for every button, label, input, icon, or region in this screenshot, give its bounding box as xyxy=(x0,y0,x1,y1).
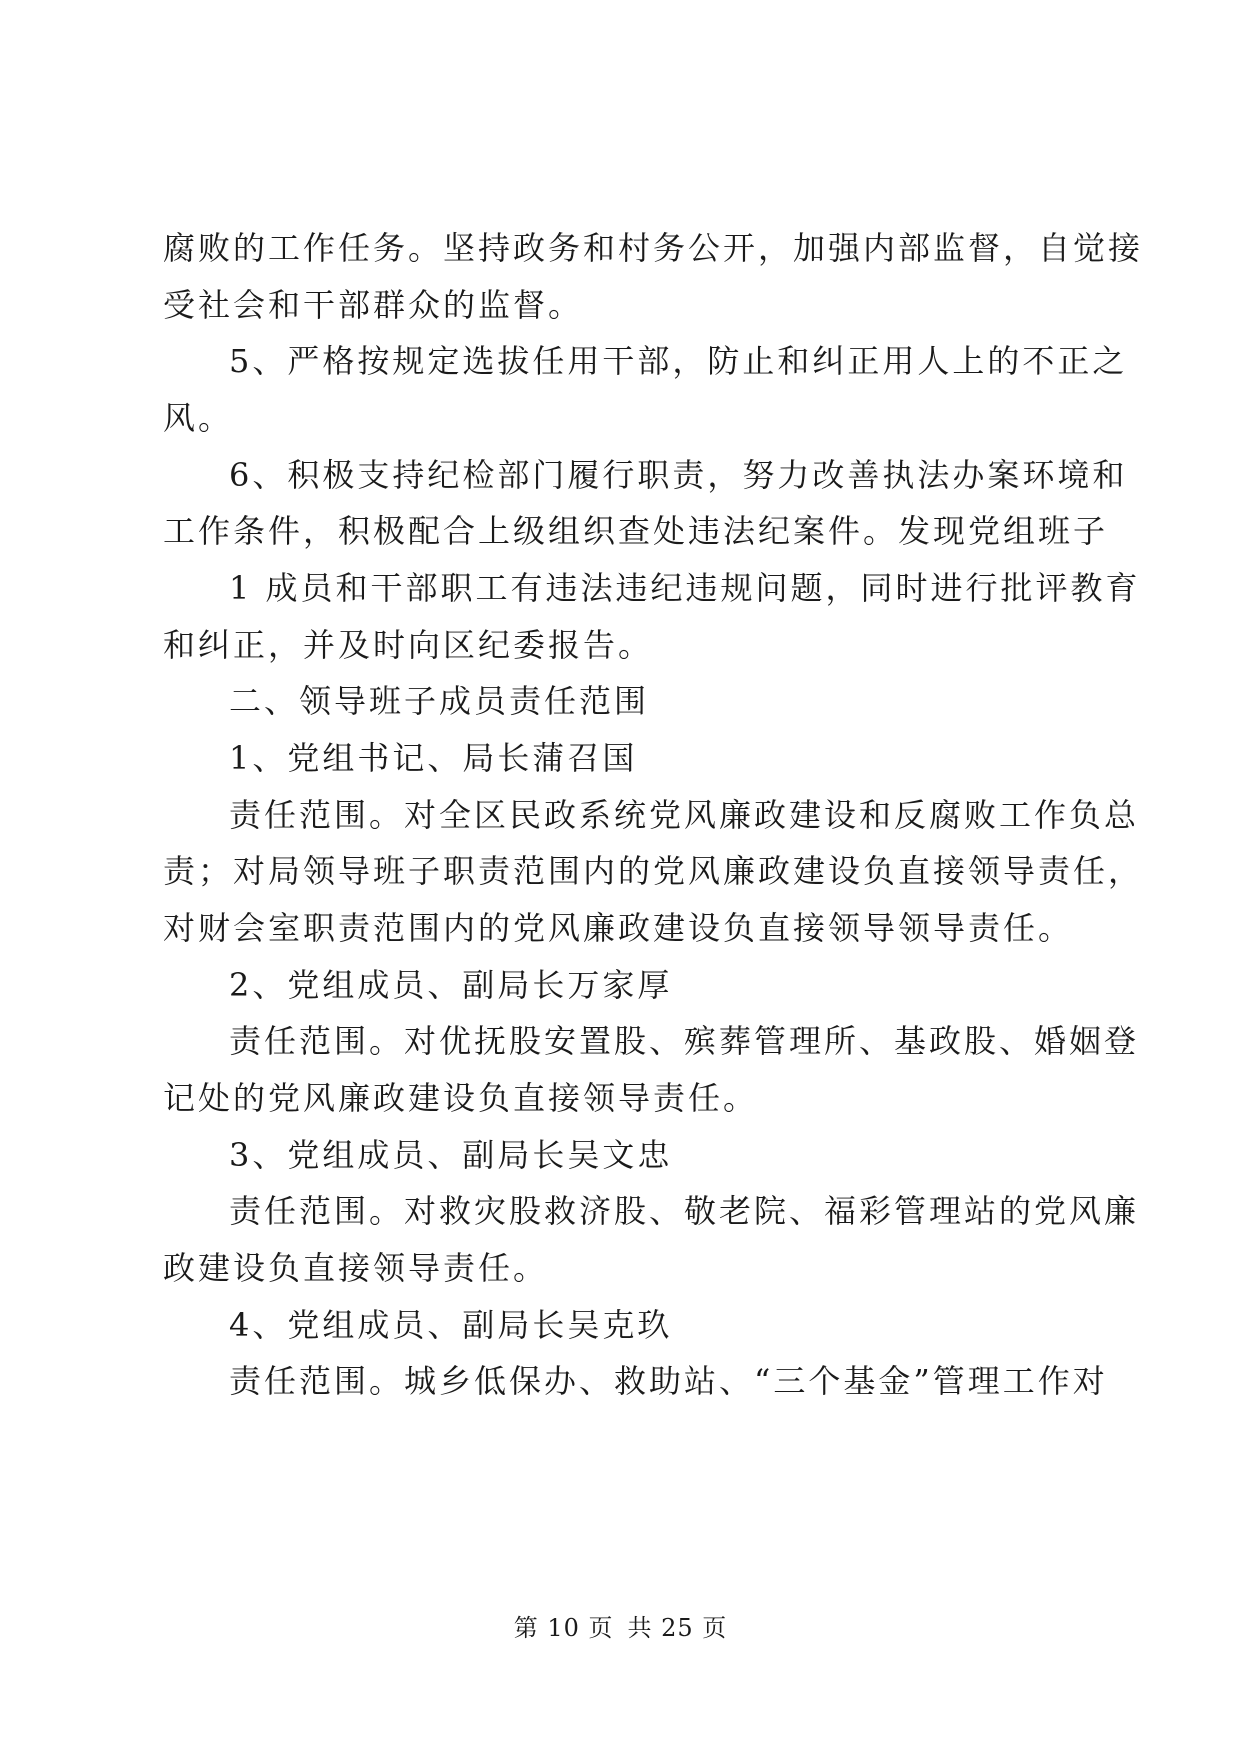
member-heading: 1、党组书记、局长蒲召国 xyxy=(229,739,638,777)
paragraph-line: 风。 xyxy=(163,399,234,437)
paragraph-line: 责任范围。对救灾股救济股、敬老院、福彩管理站的党风廉 xyxy=(229,1192,1140,1230)
paragraph-line: 责任范围。城乡低保办、救助站、“三个基金”管理工作对 xyxy=(229,1362,1108,1400)
member-heading: 4、党组成员、副局长吴克玖 xyxy=(229,1306,673,1344)
member-heading: 2、党组成员、副局长万家厚 xyxy=(229,966,673,1004)
page-footer xyxy=(0,1613,1241,1643)
member-heading: 3、党组成员、副局长吴文忠 xyxy=(229,1136,673,1174)
paragraph-line: 5、严格按规定选拔任用干部，防止和纠正用人上的不正之 xyxy=(229,342,1128,380)
page-total: 共 25 页 xyxy=(627,1614,728,1642)
paragraph-line: 受社会和干部群众的监督。 xyxy=(163,286,584,324)
section-heading: 二、领导班子成员责任范围 xyxy=(229,682,650,720)
paragraph-line: 对财会室职责范围内的党风廉政建设负直接领导领导责任。 xyxy=(163,909,1074,947)
paragraph-line: 腐败的工作任务。坚持政务和村务公开，加强内部监督，自觉接 xyxy=(163,229,1144,267)
paragraph-line: 责任范围。对全区民政系统党风廉政建设和反腐败工作负总 xyxy=(229,796,1140,834)
paragraph-line: 记处的党风廉政建设负直接领导责任。 xyxy=(163,1079,759,1117)
paragraph-line: 责任范围。对优抚股安置股、殡葬管理所、基政股、婚姻登 xyxy=(229,1022,1140,1060)
paragraph-line: 1 成员和干部职工有违法违纪违规问题，同时进行批评教育 xyxy=(229,569,1141,607)
paragraph-line: 6、积极支持纪检部门履行职责，努力改善执法办案环境和 xyxy=(229,456,1128,494)
paragraph-line: 工作条件，积极配合上级组织查处违法纪案件。发现党组班子 xyxy=(163,512,1109,550)
page-number: 第 10 页 xyxy=(513,1614,614,1642)
paragraph-line: 政建设负直接领导责任。 xyxy=(163,1249,549,1287)
paragraph-line: 和纠正，并及时向区纪委报告。 xyxy=(163,626,654,664)
paragraph-line: 责；对局领导班子职责范围内的党风廉政建设负直接领导责任， xyxy=(163,852,1144,890)
